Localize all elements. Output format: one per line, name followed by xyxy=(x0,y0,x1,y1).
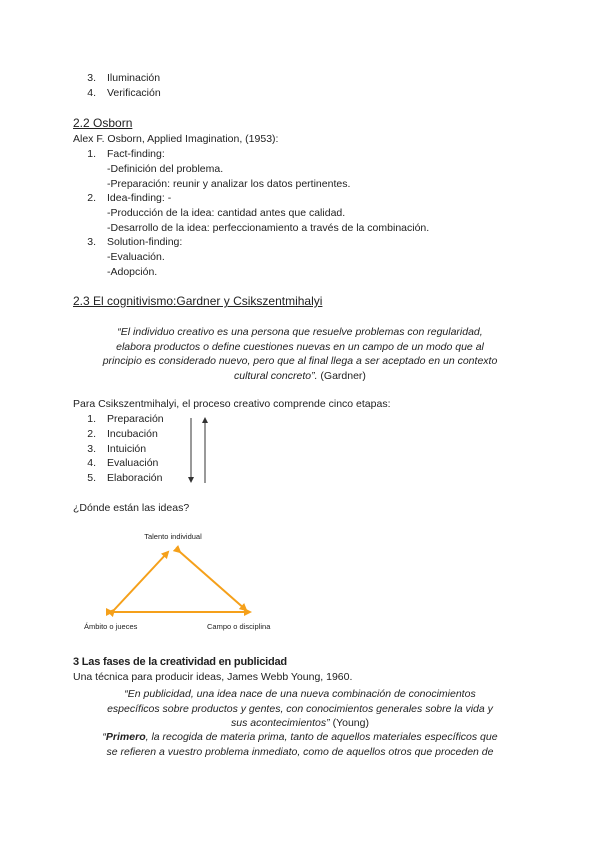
list-number: 1. xyxy=(87,413,96,425)
stage-item: Preparación xyxy=(107,413,164,425)
quote-author: (Gardner) xyxy=(317,369,366,382)
list-number: 3. xyxy=(87,72,96,84)
stage-item: Elaboración xyxy=(107,472,163,484)
list-number: 2. xyxy=(87,428,96,440)
arrow-left-edge xyxy=(114,552,168,610)
list-number: 4. xyxy=(87,87,96,99)
csikszentmihalyi-intro: Para Csikszentmihalyi, el proceso creativo comprende cinco etapas: xyxy=(73,398,391,410)
diagram-label-left: Ámbito o jueces xyxy=(84,622,138,631)
quote-line: cultural concreto”. xyxy=(234,369,318,382)
diagram-label-top: Talento individual xyxy=(144,532,202,541)
osborn-item-fact-finding: Fact-finding: xyxy=(107,148,165,160)
paragraph-line: , la recogida de materia prima, tanto de aquellos materiales específicos que xyxy=(145,731,498,743)
quote-line: “El individuo creativo es una persona que resuelve problemas con regularidad, xyxy=(117,326,483,338)
osborn-subitem: -Adopción. xyxy=(107,266,158,278)
section3-heading: 3 Las fases de la creatividad en publicidad xyxy=(73,656,287,668)
young-quote xyxy=(70,687,530,731)
osborn-item-idea-finding: Idea-finding: - xyxy=(107,192,172,204)
stage-item: Incubación xyxy=(107,428,158,440)
ideas-question: ¿Dónde están las ideas? xyxy=(73,502,190,514)
quote-line: específicos sobre productos y gentes, con conocimientos generales sobre la vida y xyxy=(107,702,493,715)
arrow-right-edge xyxy=(180,552,246,610)
osborn-subitem: -Desarrollo de la idea: perfeccionamiento a través de la combinación. xyxy=(107,222,430,234)
list-number: 1. xyxy=(87,148,96,160)
arrow-up-icon xyxy=(202,417,208,483)
list-number: 5. xyxy=(87,472,96,484)
creativity-systems-diagram xyxy=(70,528,300,638)
quote-line: elabora productos o define cuestiones nuevas en un campo de un modo que al xyxy=(116,340,484,353)
young-citation: Una técnica para producir ideas, James Webb Young, 1960. xyxy=(73,671,353,683)
osborn-subitem: -Producción de la idea: cantidad antes que calidad. xyxy=(107,207,346,219)
diagram-label-right: Campo o disciplina xyxy=(207,622,271,631)
list-number: 3. xyxy=(87,443,96,455)
quote-line: sus acontecimientos” xyxy=(231,717,330,729)
list-item: Verificación xyxy=(107,87,161,99)
arrow-down-icon xyxy=(188,418,194,483)
osborn-subitem: -Evaluación. xyxy=(107,251,165,263)
list-number: 4. xyxy=(87,457,96,469)
cognitivismo-heading: 2.3 El cognitivismo:Gardner y Csikszentmihalyi xyxy=(73,294,323,308)
list-number: 2. xyxy=(87,192,96,204)
osborn-citation: Alex F. Osborn, Applied Imagination, (1953): xyxy=(73,133,279,145)
osborn-heading: 2.2 Osborn xyxy=(73,116,133,130)
quote-line: principio es considerado nuevo, pero que al final llega a ser aceptado en un contexto xyxy=(102,355,498,367)
osborn-subitem: -Definición del problema. xyxy=(107,163,224,175)
list-item: Iluminación xyxy=(107,72,161,84)
osborn-subitem: -Preparación: reunir y analizar los datos pertinentes. xyxy=(107,178,351,190)
quote-author: (Young) xyxy=(329,717,369,729)
gardner-quote xyxy=(70,325,530,383)
paragraph-line: se refieren a vuestro problema inmediato, como de aquellos otros que proceden de xyxy=(106,745,494,758)
stage-item: Evaluación xyxy=(107,457,159,469)
primero-word: Primero xyxy=(105,731,146,743)
quote-open: “ xyxy=(102,731,106,743)
osborn-item-solution-finding: Solution-finding: xyxy=(107,236,183,248)
list-number: 3. xyxy=(87,236,96,248)
primero-paragraph xyxy=(70,730,530,759)
stage-item: Intuición xyxy=(107,443,147,455)
quote-line: “En publicidad, una idea nace de una nueva combinación de conocimientos xyxy=(124,688,476,700)
stages-arrows xyxy=(186,416,210,486)
